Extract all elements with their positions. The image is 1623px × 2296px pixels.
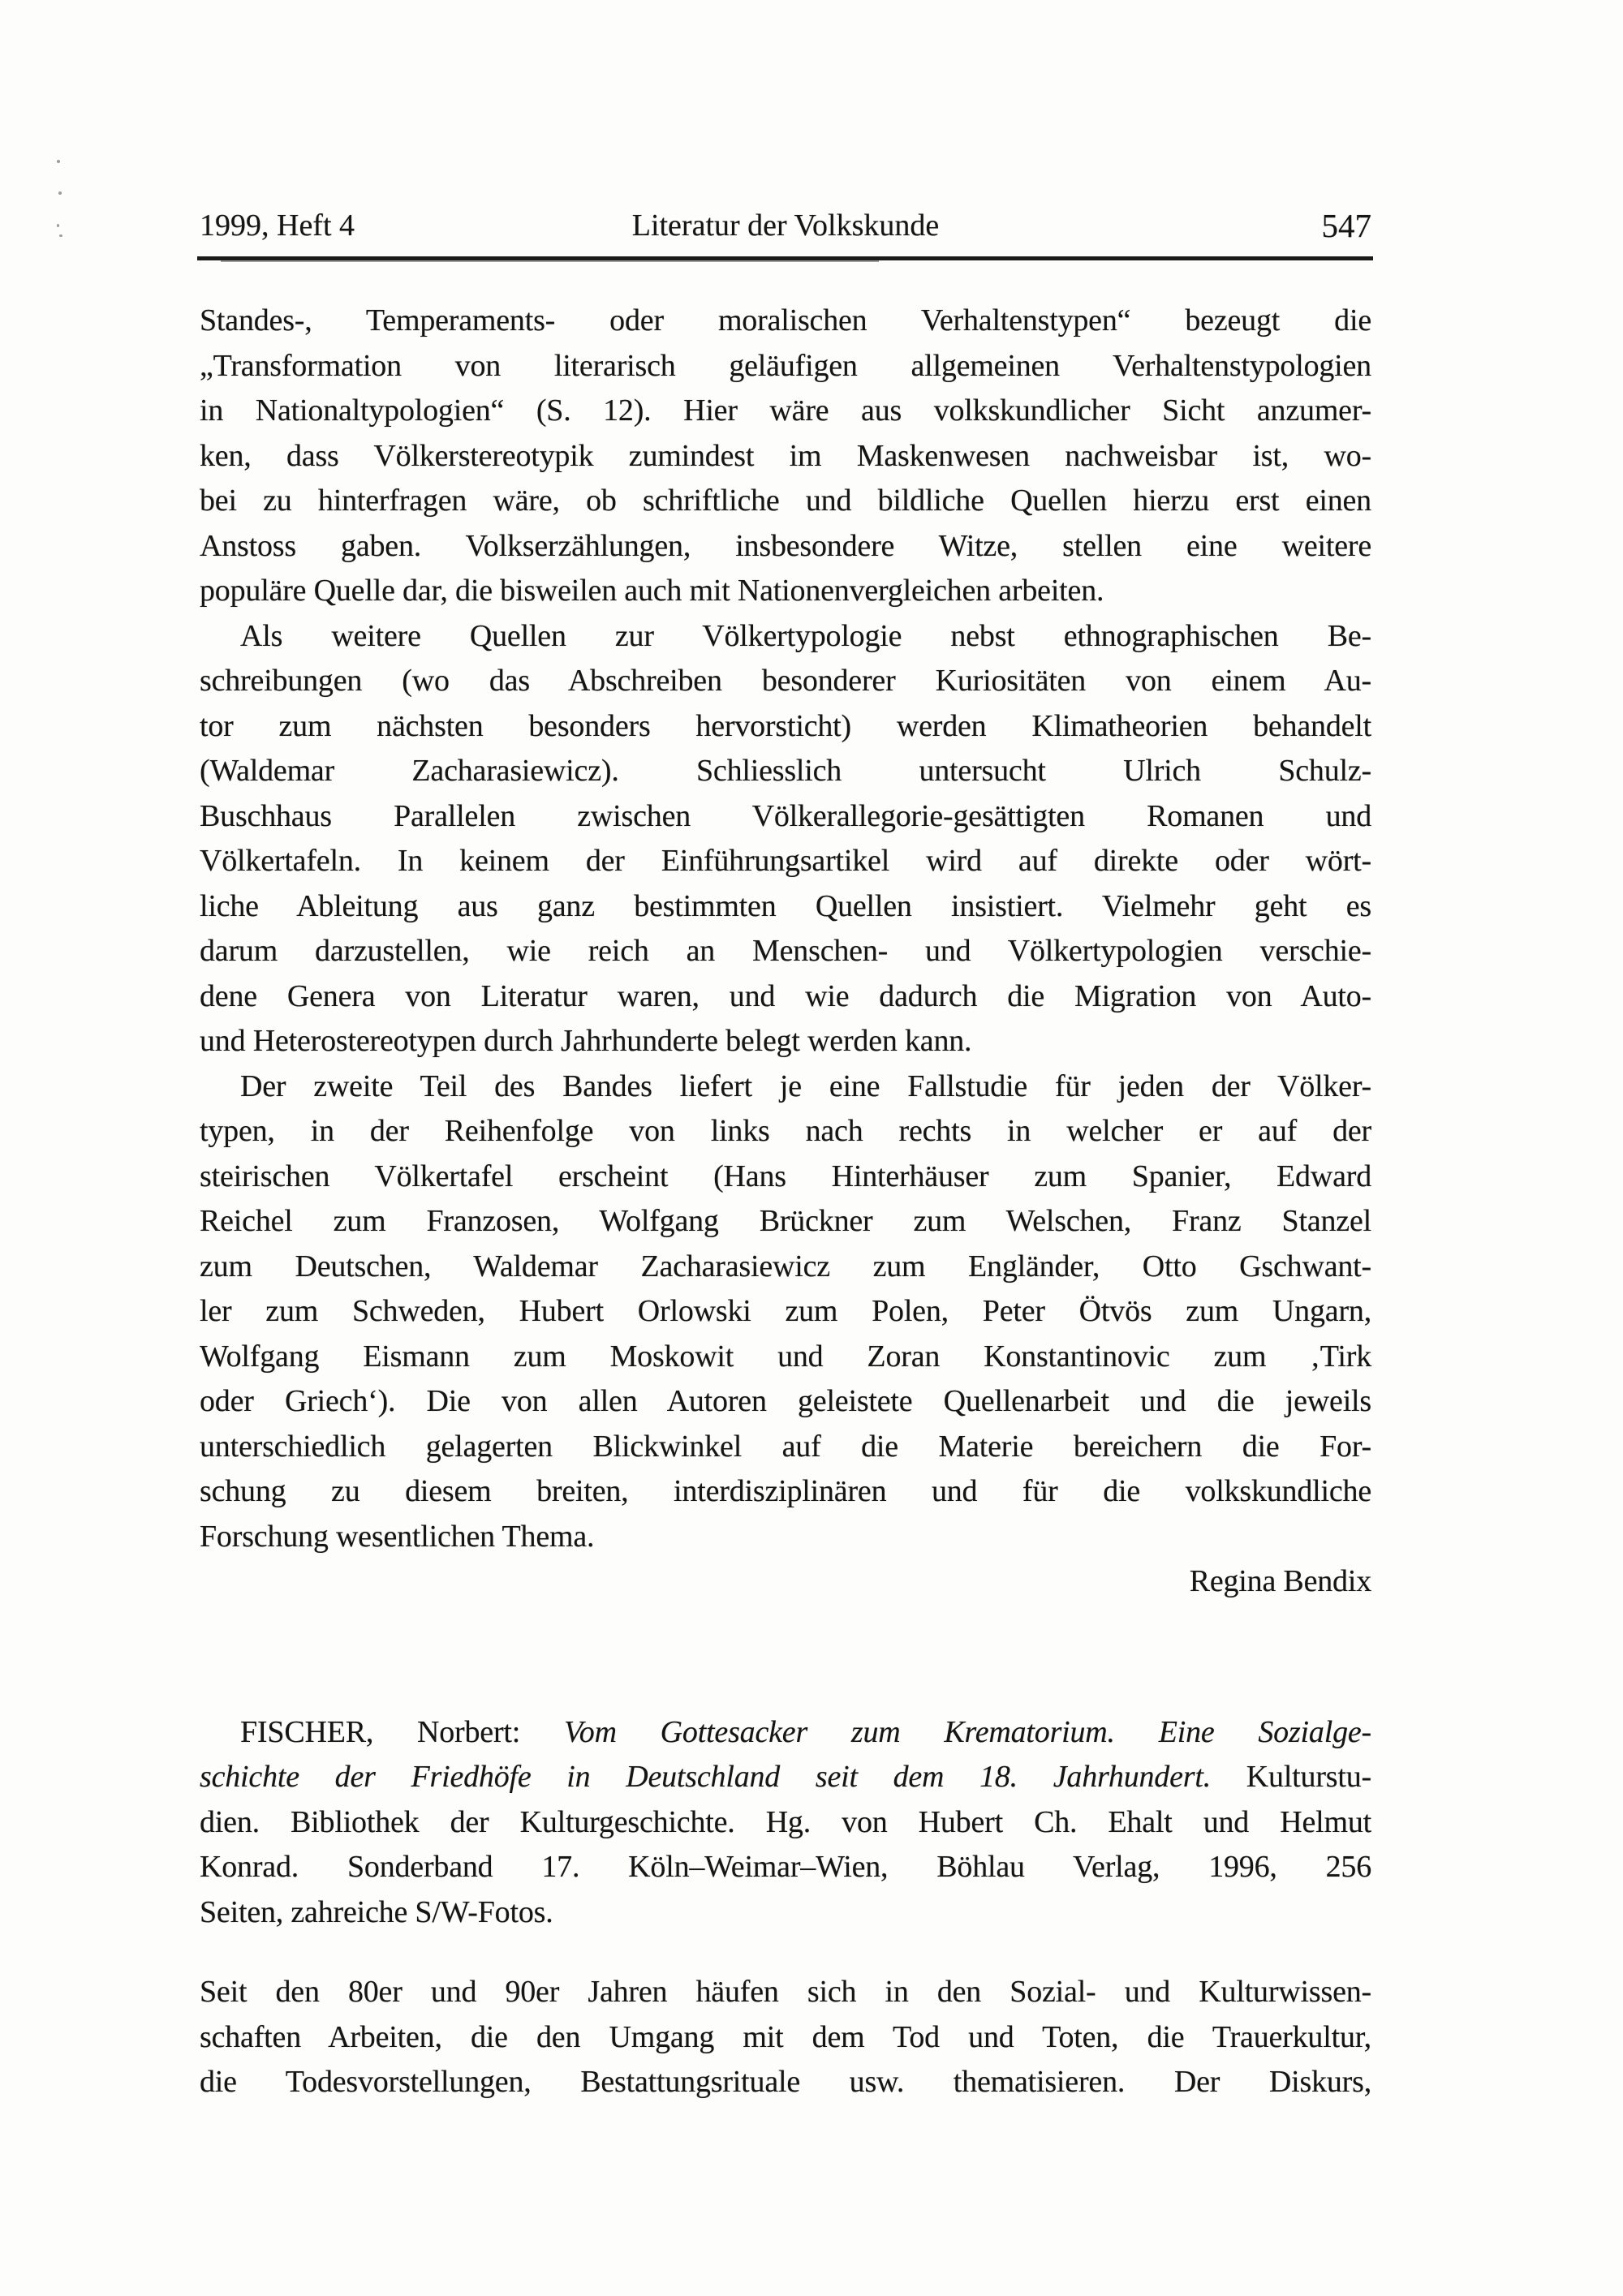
text-line: bei zu hinterfragen wäre, ob schriftliche und bildliche Quellen hierzu erst einen <box>200 484 1371 518</box>
text-column <box>200 299 1371 2105</box>
text-line: schaften Arbeiten, die den Umgang mit dem Tod und Toten, die Trauerkultur, <box>200 2019 1371 2054</box>
text-line: ken, dass Völkerstereotypik zumindest im Maskenwesen nachweisbar ist, wo- <box>200 438 1371 473</box>
text-line: schreibungen (wo das Abschreiben besonderer Kuriositäten von einem Au- <box>200 664 1371 698</box>
text-line: Seit den 80er und 90er Jahren häufen sich in den Sozial- und Kulturwissen- <box>200 1975 1371 2009</box>
text-line: unterschiedlich gelagerten Blickwinkel auf die Materie bereichern die For- <box>200 1429 1371 1464</box>
text-line: darum darzustellen, wie reich an Menschen- und Völkertypologien verschie- <box>200 934 1371 968</box>
text-line: Forschung wesentlichen Thema. <box>200 1519 595 1554</box>
header-page-number: 547 <box>1321 207 1371 244</box>
paragraph <box>200 614 1371 1064</box>
text-line: typen, in der Reihenfolge von links nach rechts in welcher er auf der <box>200 1114 1371 1148</box>
text-line: ler zum Schweden, Hubert Orlowski zum Polen, Peter Ötvös zum Ungarn, <box>200 1294 1371 1328</box>
text-line: liche Ableitung aus ganz bestimmten Quellen insistiert. Vielmehr geht es <box>200 888 1371 923</box>
book-citation <box>200 1710 1371 1936</box>
text-line: in Nationaltypologien“ (S. 12). Hier wäre aus volkskundlicher Sicht anzumer- <box>200 393 1371 428</box>
text-line: „Transformation von literarisch geläufigen allgemeinen Verhaltenstypologien <box>200 348 1371 383</box>
text-line: Konrad. Sonderband 17. Köln–Weimar–Wien, Böhlau Verlag, 1996, 256 <box>200 1850 1371 1884</box>
paragraph <box>200 299 1371 614</box>
citation-series: Kulturstu- <box>1211 1760 1371 1794</box>
text-line: Völkertafeln. In keinem der Einführungsartikel wird auf direkte oder wört- <box>200 844 1371 878</box>
scan-artifact-dot <box>59 234 62 237</box>
text-line: dien. Bibliothek der Kulturgeschichte. Hg. von Hubert Ch. Ehalt und Helmut <box>200 1804 1371 1839</box>
text-line: und Heterostereotypen durch Jahrhunderte belegt werden kann. <box>200 1024 972 1058</box>
text-line <box>200 1710 1371 1756</box>
paragraph <box>200 1064 1371 1560</box>
scan-artifact-dot <box>58 191 62 195</box>
text-line: steirischen Völkertafel erscheint (Hans Hinterhäuser zum Spanier, Edward <box>200 1159 1371 1193</box>
text-line: tor zum nächsten besonders hervorsticht) werden Klimatheorien behandelt <box>200 708 1371 743</box>
text-line: Wolfgang Eismann zum Moskowit und Zoran Konstantinovic zum ‚Tirk <box>200 1339 1371 1374</box>
text-line: populäre Quelle dar, die bisweilen auch mit Nationenvergleichen arbeiten. <box>200 574 1104 608</box>
text-line <box>200 1755 1371 1800</box>
text-line: (Waldemar Zacharasiewicz). Schliesslich untersucht Ulrich Schulz- <box>200 754 1371 788</box>
text-line: dene Genera von Literatur waren, und wie dadurch die Migration von Auto- <box>200 978 1371 1013</box>
text-line: Seiten, zahreiche S/W-Fotos. <box>200 1894 553 1929</box>
scan-artifact-dot <box>57 160 60 163</box>
text-line: zum Deutschen, Waldemar Zacharasiewicz zum Engländer, Otto Gschwant- <box>200 1249 1371 1283</box>
paragraph <box>200 1970 1371 2105</box>
book-title-italic: Vom Gottesacker zum Krematorium. Eine Sozialge- <box>563 1714 1371 1749</box>
text-line: schung zu diesem breiten, interdisziplinären und für die volkskundliche <box>200 1474 1371 1508</box>
text-line: Anstoss gaben. Volkserzählungen, insbesondere Witze, stellen eine weitere <box>200 528 1371 563</box>
reviewer-signature: Regina Bendix <box>1189 1564 1371 1598</box>
scan-artifact-dot <box>57 224 59 227</box>
text-line: oder Griech‘). Die von allen Autoren geleistete Quellenarbeit und die jeweils <box>200 1384 1371 1418</box>
text-line: Der zweite Teil des Bandes liefert je eine Fallstudie für jeden der Völker- <box>240 1068 1371 1103</box>
header-issue: 1999, Heft 4 <box>200 209 355 243</box>
citation-author: FISCHER, Norbert: <box>240 1714 564 1749</box>
header-title: Literatur der Volkskunde <box>631 209 940 243</box>
text-line: die Todesvorstellungen, Bestattungsrituale usw. thematisieren. Der Diskurs, <box>200 2065 1371 2099</box>
text-line: Standes-, Temperaments- oder moralischen Verhaltenstypen“ bezeugt die <box>200 303 1371 338</box>
text-line: Reichel zum Franzosen, Wolfgang Brückner zum Welschen, Franz Stanzel <box>200 1204 1371 1238</box>
text-line: Als weitere Quellen zur Völkertypologie nebst ethnographischen Be- <box>240 618 1371 653</box>
header-rule <box>197 256 1373 260</box>
text-line: Buschhaus Parallelen zwischen Völkerallegorie-gesättigten Romanen und <box>200 798 1371 833</box>
book-title-italic: schichte der Friedhöfe in Deutschland seit dem 18. Jahrhundert. <box>200 1760 1212 1794</box>
